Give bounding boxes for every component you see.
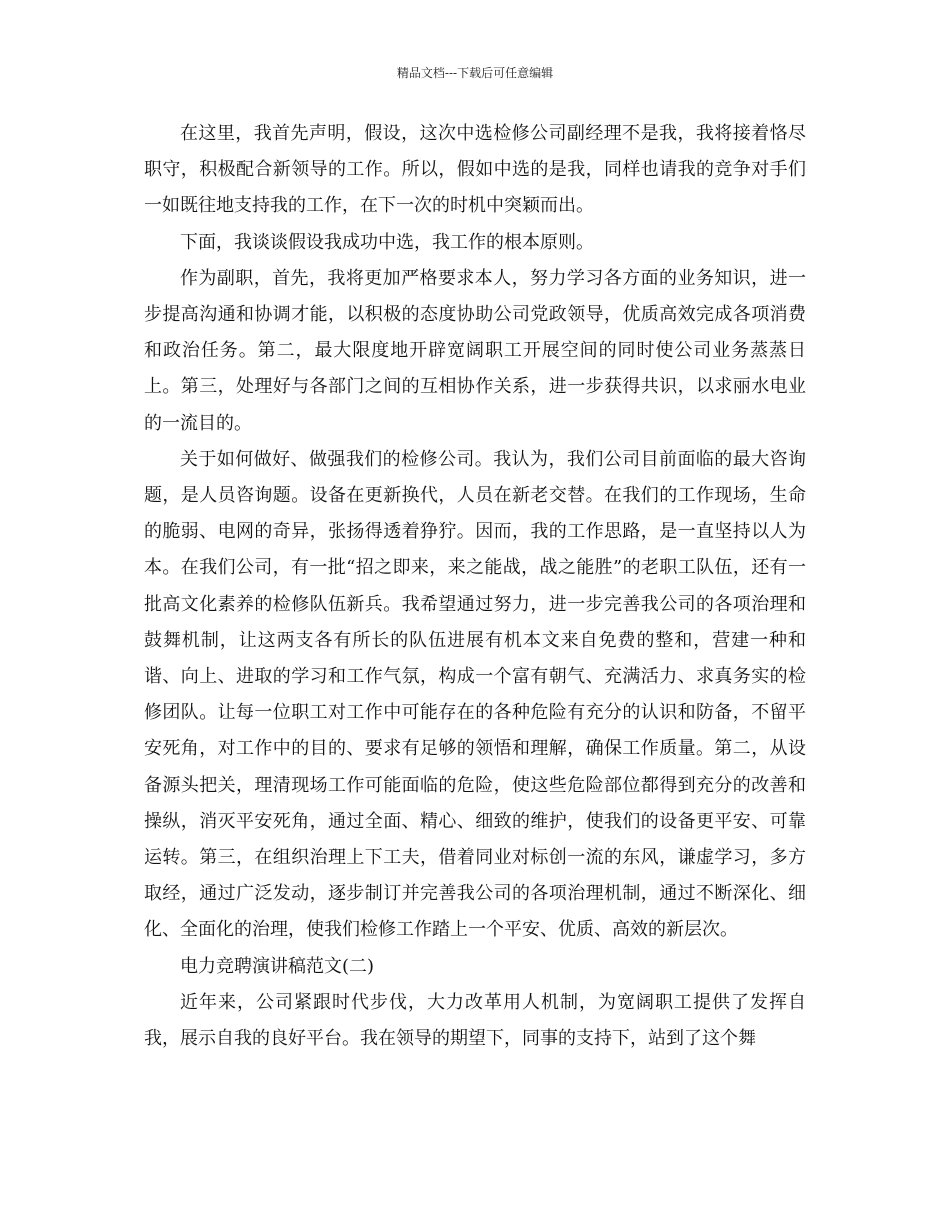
paragraph-1: 在这里，我首先声明，假设，这次中选检修公司副经理不是我，我将接着恪尽职守，积极配合新领导的工作。所以，假如中选的是我，同样也请我的竞争对手们一如既往地支持我的工作，在下一次的时机中突颖而出。 <box>144 123 806 217</box>
document-body <box>144 116 806 1057</box>
paragraph-4: 关于如何做好、做强我们的检修公司。我认为，我们公司目前面临的最大咨询题，是人员咨询题。设备在更新换代，人员在新老交替。在我们的工作现场，生命的脆弱、电网的奇异，张扬得透着狰狞。因而，我的工作思路，是一直坚持以人为本。在我们公司，有一批“招之即来，来之能战，战之能胜”的老职工队伍，还有一批高文化素养的检修队伍新兵。我希望通过努力，进一步完善我公司的各项治理和鼓舞机制，让这两支各有所长的队伍进展有机本文来自免费的整和，营建一种和谐、向上、进取的学习和工作气氛，构成一个富有朝气、充满活力、求真务实的检修团队。让每一位职工对工作中可能存在的各种危险有充分的认识和防备，不留平安死角，对工作中的目的、要求有足够的领悟和理解，确保工作质量。第二，从设备源头把关，理清现场工作可能面临的危险，使这些危险部位都得到充分的改善和操纵，消灭平安死角，通过全面、精心、细致的维护，使我们的设备更平安、可靠运转。第三，在组织治理上下工夫，借着同业对标创一流的东风，谦虚学习，多方取经，通过广泛发动，逐步制订并完善我公司的各项治理机制，通过不断深化、细化、全面化的治理，使我们检修工作踏上一个平安、优质、高效的新层次。 <box>144 448 806 941</box>
page-header: 精品文档---下载后可任意编辑 <box>396 66 554 80</box>
paragraph-5: 近年来，公司紧跟时代步伐，大力改革用人机制，为宽阔职工提供了发挥自我，展示自我的良好平台。我在领导的期望下，同事的支持下，站到了这个舞 <box>144 991 806 1050</box>
section-heading: 电力竞聘演讲稿范文(二) <box>180 955 375 977</box>
paragraph-2: 下面，我谈谈假设我成功中选，我工作的根本原则。 <box>180 231 594 253</box>
paragraph-3: 作为副职，首先，我将更加严格要求本人，努力学习各方面的业务知识，进一步提高沟通和协调才能，以积极的态度协助公司党政领导，优质高效完成各项消费和政治任务。第二，最大限度地开辟宽阔职工开展空间的同时使公司业务蒸蒸日上。第三，处理好与各部门之间的互相协作关系，进一步获得共识，以求丽水电业的一流目的。 <box>144 267 806 434</box>
